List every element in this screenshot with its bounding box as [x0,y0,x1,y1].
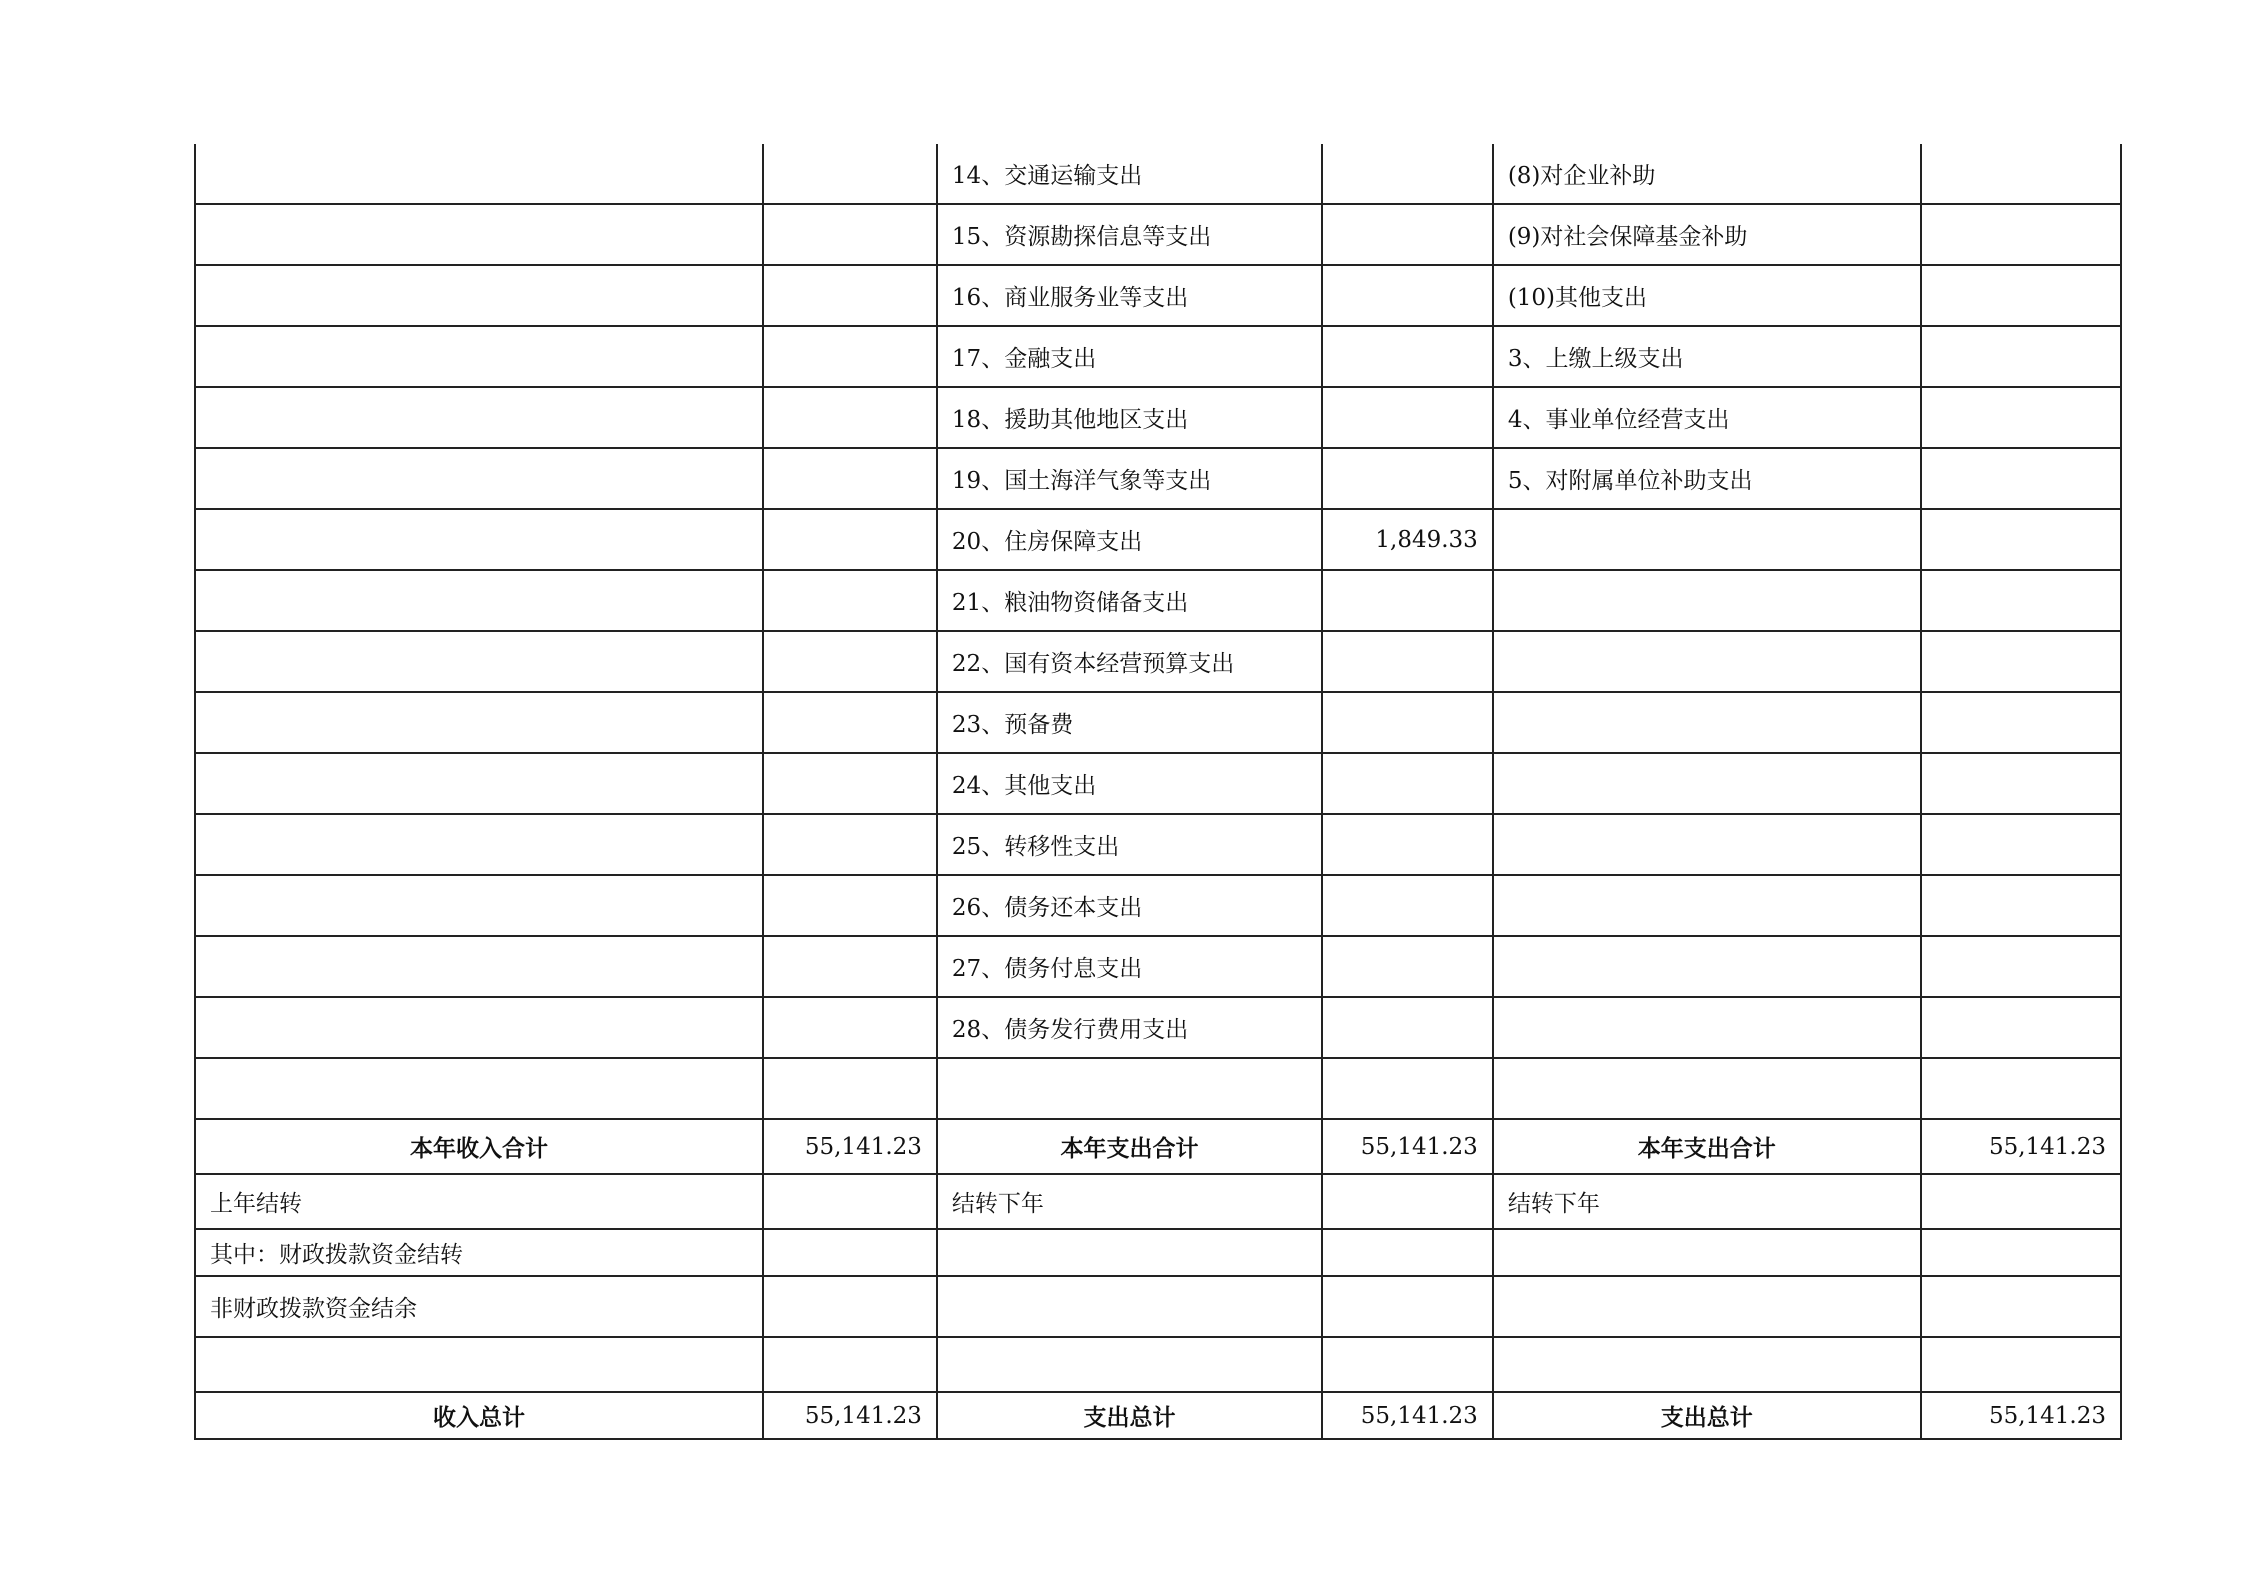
income-item [195,753,763,814]
payment-amount [1921,936,2121,997]
payment-amount [1921,448,2121,509]
totals-section [195,1119,2121,1439]
income-item [195,387,763,448]
empty-cell [1921,1229,2121,1276]
table-row [195,1058,2121,1119]
payment-item [1493,814,1921,875]
empty-cell [1921,1337,2121,1392]
expense-item: 27、债务付息支出 [937,936,1322,997]
payment-item: (9)对社会保障基金补助 [1493,204,1921,265]
income-amount [763,265,937,326]
payment-amount [1921,570,2121,631]
table-row [195,814,2121,875]
payment-amount [1921,387,2121,448]
table-row [195,448,2121,509]
payment-amount [1921,814,2121,875]
empty-cell [195,1337,763,1392]
income-amount [763,936,937,997]
income-amount [763,1058,937,1119]
fiscal-carryover-row [195,1229,2121,1276]
expense-item: 22、国有资本经营预算支出 [937,631,1322,692]
table-row [195,326,2121,387]
payment-item [1493,997,1921,1058]
payment-item [1493,936,1921,997]
expense-item: 24、其他支出 [937,753,1322,814]
empty-cell [1322,1337,1493,1392]
year-expense-total-amount: 55,141.23 [1322,1119,1493,1174]
table-row [195,631,2121,692]
payment-amount [1921,265,2121,326]
income-item [195,448,763,509]
table-row [195,936,2121,997]
expense-item: 14、交通运输支出 [937,144,1322,204]
expense-item: 18、援助其他地区支出 [937,387,1322,448]
payment-amount [1921,1058,2121,1119]
expense-grand-total-amount: 55,141.23 [1322,1392,1493,1439]
table-row [195,997,2121,1058]
income-amount [763,753,937,814]
expense-amount [1322,997,1493,1058]
income-item [195,1058,763,1119]
nonfiscal-balance-row [195,1276,2121,1337]
year-payment-total-amount: 55,141.23 [1921,1119,2121,1174]
empty-cell [1493,1229,1921,1276]
expense-amount [1322,692,1493,753]
table-row [195,570,2121,631]
payment-item: (10)其他支出 [1493,265,1921,326]
payment-item: (8)对企业补助 [1493,144,1921,204]
income-item [195,997,763,1058]
blank-row [195,1337,2121,1392]
income-grand-total-amount: 55,141.23 [763,1392,937,1439]
empty-cell [1322,1229,1493,1276]
expense-item: 28、债务发行费用支出 [937,997,1322,1058]
empty-cell [937,1229,1322,1276]
table-row [195,144,2121,204]
income-amount [763,814,937,875]
payment-item [1493,570,1921,631]
income-item [195,875,763,936]
income-amount [763,997,937,1058]
payment-amount [1921,326,2121,387]
expense-amount [1322,570,1493,631]
income-amount [763,692,937,753]
expense-item: 23、预备费 [937,692,1322,753]
expense-item: 25、转移性支出 [937,814,1322,875]
expense-item [937,1058,1322,1119]
income-amount [763,326,937,387]
expense-item: 19、国土海洋气象等支出 [937,448,1322,509]
empty-cell [763,1337,937,1392]
carry-to-next-year-label: 结转下年 [937,1174,1322,1229]
income-item [195,692,763,753]
expense-item: 26、债务还本支出 [937,875,1322,936]
table-row [195,509,2121,570]
payment-amount [1921,997,2121,1058]
income-amount [763,875,937,936]
year-income-total-amount: 55,141.23 [763,1119,937,1174]
expense-grand-total-label: 支出总计 [937,1392,1322,1439]
payment-item [1493,631,1921,692]
table-row [195,387,2121,448]
expense-amount [1322,814,1493,875]
nonfiscal-funds-balance-label: 非财政拨款资金结余 [195,1276,763,1337]
expense-amount [1322,144,1493,204]
expense-amount [1322,204,1493,265]
income-amount [763,570,937,631]
income-amount [763,631,937,692]
nonfiscal-funds-balance-amount [763,1276,937,1337]
income-item [195,570,763,631]
empty-cell [937,1276,1322,1337]
payment-amount [1921,631,2121,692]
expense-item: 15、资源勘探信息等支出 [937,204,1322,265]
year-payment-total-label: 本年支出合计 [1493,1119,1921,1174]
income-grand-total-label: 收入总计 [195,1392,763,1439]
expense-amount [1322,326,1493,387]
payment-item: 5、对附属单位补助支出 [1493,448,1921,509]
payment-item [1493,509,1921,570]
table-row [195,204,2121,265]
payment-item: 3、上缴上级支出 [1493,326,1921,387]
table-row [195,875,2121,936]
payment-amount [1921,875,2121,936]
payment-item [1493,692,1921,753]
prior-year-carryover-label: 上年结转 [195,1174,763,1229]
table-row [195,753,2121,814]
fiscal-funds-carryover-amount [763,1229,937,1276]
expense-amount [1322,936,1493,997]
payment-item: 4、事业单位经营支出 [1493,387,1921,448]
expense-amount [1322,875,1493,936]
expense-item: 16、商业服务业等支出 [937,265,1322,326]
fiscal-funds-carryover-label: 其中：财政拨款资金结转 [195,1229,763,1276]
income-item [195,814,763,875]
grand-total-row [195,1392,2121,1439]
table-row [195,692,2121,753]
payment-amount [1921,692,2121,753]
income-item [195,204,763,265]
income-item [195,936,763,997]
expense-amount [1322,387,1493,448]
expense-item: 21、粮油物资储备支出 [937,570,1322,631]
empty-cell [1322,1276,1493,1337]
income-amount [763,387,937,448]
carry-to-next-year-amount [1322,1174,1493,1229]
income-item [195,265,763,326]
empty-cell [1493,1337,1921,1392]
payment-amount [1921,753,2121,814]
income-item [195,144,763,204]
income-item [195,326,763,387]
expense-item: 17、金融支出 [937,326,1322,387]
table-row [195,265,2121,326]
carryover-row [195,1174,2121,1229]
payment-item [1493,753,1921,814]
expense-amount [1322,753,1493,814]
year-total-row [195,1119,2121,1174]
payment-item [1493,875,1921,936]
income-item [195,509,763,570]
expense-amount [1322,631,1493,692]
payment-amount [1921,509,2121,570]
expense-item: 20、住房保障支出 [937,509,1322,570]
payment-item [1493,1058,1921,1119]
item-rows [195,144,2121,1119]
income-amount [763,448,937,509]
carry-to-next-year-label-2: 结转下年 [1493,1174,1921,1229]
income-amount [763,204,937,265]
empty-cell [937,1337,1322,1392]
income-amount [763,144,937,204]
payment-amount [1921,144,2121,204]
expense-amount [1322,448,1493,509]
payment-grand-total-label: 支出总计 [1493,1392,1921,1439]
payment-amount [1921,204,2121,265]
income-amount [763,509,937,570]
payment-grand-total-amount: 55,141.23 [1921,1392,2121,1439]
expense-amount [1322,1058,1493,1119]
year-expense-total-label: 本年支出合计 [937,1119,1322,1174]
year-income-total-label: 本年收入合计 [195,1119,763,1174]
empty-cell [1493,1276,1921,1337]
carry-to-next-year-amount-2 [1921,1174,2121,1229]
expense-amount [1322,265,1493,326]
empty-cell [1921,1276,2121,1337]
budget-summary-table [194,144,2122,1440]
income-item [195,631,763,692]
prior-year-carryover-amount [763,1174,937,1229]
expense-amount: 1,849.33 [1322,509,1493,570]
